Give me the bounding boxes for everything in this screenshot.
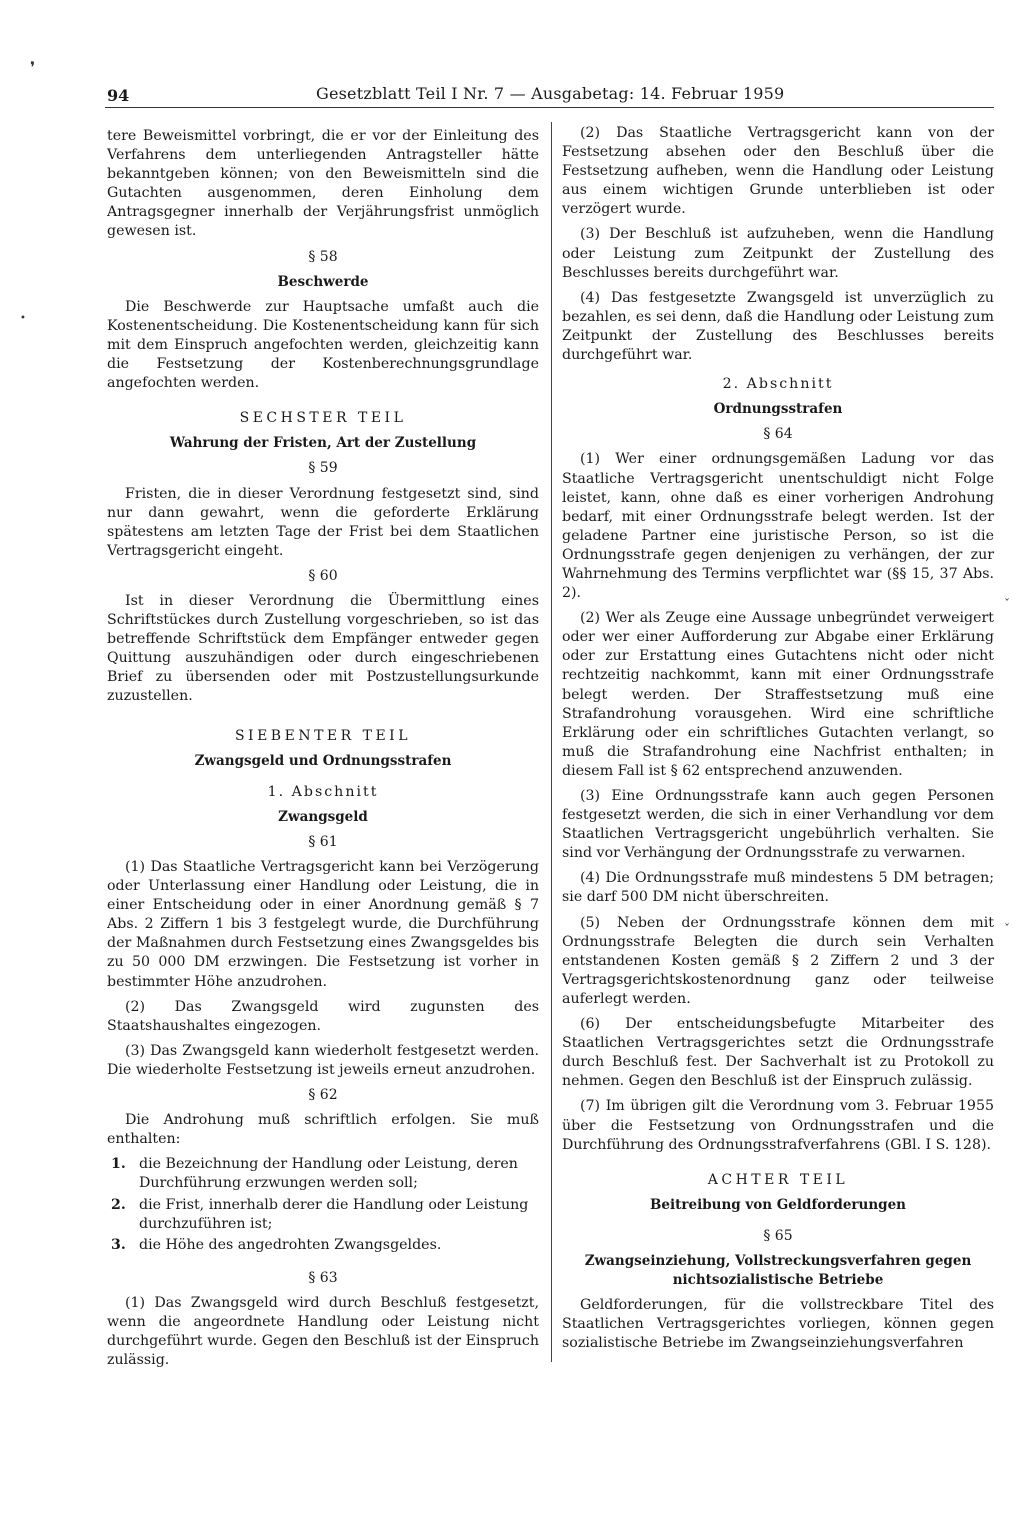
margin-dot: •	[20, 313, 26, 324]
list-item-number: 3.	[111, 1236, 126, 1253]
section-64-heading: § 64	[763, 426, 793, 443]
part-8-title: Beitreibung von Geldforderungen	[650, 1196, 906, 1213]
section-60-text: Ist in dieser Verordnung die Übermittlung eines Schriftstückes durch Zustellung vorgeschrieben, so ist das betreffende Schriftstück dem Empfänger entweder gegen Quittung auszuhändigen oder durch eingeschriebenen Brief zu übersenden oder mit Postzustellungsurkunde zuzustellen.	[107, 592, 539, 705]
section-65-title: Zwangseinziehung, Vollstreckungsverfahren gegen nichtsozialistische Betriebe	[584, 1252, 972, 1289]
part-7-heading: SIEBENTER TEIL	[234, 727, 412, 744]
section-60-heading: § 60	[308, 567, 338, 584]
section-65-text: Geldforderungen, für die vollstreckbare Titel des Staatlichen Vertragsgerichtes vorliegen, können gegen sozialistische Betriebe im Zwangseinziehungsverfahren	[562, 1297, 994, 1352]
section-63-paragraph-4: (4) Das festgesetzte Zwangsgeld ist unverzüglich zu bezahlen, es sei denn, daß die Handlung oder Leistung zum Zeitpunkt der Zustellung des Beschlusses bereits durchgeführt war.	[562, 289, 994, 364]
part-6-heading: SECHSTER TEIL	[239, 410, 407, 427]
list-item	[107, 1196, 539, 1234]
list-item	[107, 1155, 539, 1193]
part-8-heading: ACHTER TEIL	[707, 1171, 849, 1188]
section-63-paragraph-2: (2) Das Staatliche Vertragsgericht kann von der Festsetzung absehen oder den Beschluß über die Festsetzung aufheben, wenn die Handlung oder Leistung aus einem wichtigen Grunde unterblieben ist oder verzögert wurde.	[562, 125, 994, 218]
left-column	[107, 127, 539, 1376]
part-6-title: Wahrung der Fristen, Art der Zustellung	[169, 435, 477, 452]
section-63-heading: § 63	[308, 1269, 338, 1286]
part-7-title: Zwangsgeld und Ordnungsstrafen	[194, 752, 452, 769]
section-64-paragraph-3: (3) Eine Ordnungsstrafe kann auch gegen Personen festgesetzt werden, die sich in einer Verhandlung vor dem Staatlichen Vertragsgericht ungebührlich verhalten. Sie sind vor Verhängung der Ordnungsstrafe zu verwarnen.	[562, 788, 994, 862]
section-64-paragraph-7: (7) Im übrigen gilt die Verordnung vom 3. Februar 1955 über die Festsetzung von Ordnungsstrafen und die Durchführung des Ordnungsstrafverfahrens (GBl. I S. 128).	[562, 1098, 994, 1153]
section-58-text: Die Beschwerde zur Hauptsache umfaßt auch die Kostenentscheidung. Die Kostenentscheidung kann für sich mit dem Einspruch angefochten werden, gleichzeitig kann die Festsetzung der Kostenberechnungsgrundlage angefochten werden.	[107, 298, 539, 392]
margin-mark: ˇ	[1004, 597, 1010, 611]
section-62-heading: § 62	[308, 1087, 338, 1104]
section-64-paragraph-6: (6) Der entscheidungsbefugte Mitarbeiter des Staatlichen Vertragsgerichtes setzt die Ordnungsstrafe durch Beschluß fest. Der Sachverhalt ist zu Protokoll zu nehmen. Gegen den Beschluß ist der Einspruch zulässig.	[562, 1016, 994, 1090]
chapter-1-title: Zwangsgeld	[278, 808, 368, 825]
chapter-1-heading: 1. Abschnitt	[267, 783, 379, 800]
section-63-paragraph-3: (3) Der Beschluß ist aufzuheben, wenn die Handlung oder Leistung zum Zeitpunkt der Zustellung des Beschlusses bereits durchgeführt war.	[562, 226, 994, 281]
section-61-paragraph-3: (3) Das Zwangsgeld kann wiederholt festgesetzt werden. Die wiederholte Festsetzung ist jeweils erneut anzudrohen.	[107, 1042, 539, 1078]
list-item-text: die Frist, innerhalb derer die Handlung oder Leistung durchzuführen ist;	[139, 1196, 529, 1232]
list-item-number: 2.	[111, 1196, 126, 1213]
page-number: 94	[107, 86, 130, 105]
list-item-text: die Höhe des angedrohten Zwangsgeldes.	[139, 1236, 442, 1253]
chapter-2-heading: 2. Abschnitt	[722, 376, 834, 393]
right-column	[562, 124, 994, 1359]
section-59-text: Fristen, die in dieser Verordnung festgesetzt sind, sind nur dann gewahrt, wenn die geforderte Erklärung spätestens am letzten Tage der Frist bei dem Staatlichen Vertragsgericht eingeht.	[107, 485, 539, 559]
section-58-title: Beschwerde	[277, 273, 369, 290]
section-61-heading: § 61	[308, 833, 338, 850]
section-65-heading: § 65	[763, 1227, 793, 1244]
paragraph-continued: tere Beweismittel vorbringt, die er vor der Einleitung des Verfahrens dem unterliegenden Antragsteller hätte bekanntgeben können; von den Beweismitteln sind die Gutachten ausgenommen, deren Einholung dem Antragsgegner innerhalb der Verjährungsfrist unmöglich gewesen ist.	[107, 128, 539, 240]
section-61-paragraph-2: (2) Das Zwangsgeld wird zugunsten des Staatshaushaltes eingezogen.	[107, 998, 539, 1034]
list-item-number: 1.	[111, 1156, 126, 1173]
chapter-2-title: Ordnungsstrafen	[713, 401, 843, 418]
list-item	[107, 1236, 539, 1255]
section-64-paragraph-4: (4) Die Ordnungsstrafe muß mindestens 5 DM betragen; sie darf 500 DM nicht überschreiten.	[562, 870, 994, 906]
column-divider	[551, 122, 552, 1362]
margin-mark: ˇ	[1004, 922, 1010, 936]
section-64-paragraph-1: (1) Wer einer ordnungsgemäßen Ladung vor das Staatliche Vertragsgericht unentschuldigt nicht Folge leistet, kann, ohne daß es einer vorherigen Androhung bedarf, mit einer Ordnungsstrafe belegt werden. Ist der geladene Partner eine juristische Person, so ist die Ordnungsstrafe gegen denjenigen zu verhängen, der zur Wahrnehmung des Termins verpflichtet war (§§ 15, 37 Abs. 2).	[562, 451, 994, 602]
margin-mark: ❜	[30, 58, 36, 77]
list-item-text: die Bezeichnung der Handlung oder Leistung, deren Durchführung erzwungen werden soll;	[139, 1156, 518, 1192]
section-63-paragraph-1: (1) Das Zwangsgeld wird durch Beschluß festgesetzt, wenn die angeordnete Handlung oder Leistung nicht durchgeführt wurde. Gegen den Beschluß ist der Einspruch zulässig.	[107, 1294, 539, 1369]
header-rule	[105, 107, 994, 108]
section-59-heading: § 59	[308, 460, 338, 477]
section-61-paragraph-1: (1) Das Staatliche Vertragsgericht kann bei Verzögerung oder Unterlassung einer Handlung oder Leistung, die in einer Entscheidung oder in einer Anordnung gemäß § 7 Abs. 2 Ziffern 1 bis 3 festgelegt wurde, die Durchführung der Maßnahmen durch Festsetzung eines Zwangsgeldes bis zu 50 000 DM erzwingen. Die Festsetzung ist vorher in bestimmter Höhe anzudrohen.	[107, 859, 539, 990]
page-header-title: Gesetzblatt Teil I Nr. 7 — Ausgabetag: 14. Februar 1959	[316, 84, 785, 103]
section-58-heading: § 58	[308, 248, 338, 265]
section-62-intro: Die Androhung muß schriftlich erfolgen. Sie muß enthalten:	[107, 1112, 539, 1148]
section-64-paragraph-5: (5) Neben der Ordnungsstrafe können dem mit Ordnungsstrafe Belegten die durch sein Verhalten entstandenen Kosten gemäß § 2 Ziffern 2 und 3 der Vertragsgerichtskostenordnung ganz oder teilweise auferlegt werden.	[562, 914, 994, 1007]
section-64-paragraph-2: (2) Wer als Zeuge eine Aussage unbegründet verweigert oder wer einer Aufforderung zur Abgabe einer Erklärung oder zur Erstattung eines Gutachtens nicht oder nicht rechtzeitig nachkommt, kann mit einer Ordnungsstrafe belegt werden. Der Straffestsetzung muß eine Strafandrohung vorausgehen. Wird eine schriftliche Erklärung oder ein schriftliches Gutachten verlangt, so muß die Strafandrohung eine Nachfrist enthalten; in diesem Fall ist § 62 entsprechend anzuwenden.	[562, 610, 994, 779]
section-62-list	[107, 1155, 539, 1254]
